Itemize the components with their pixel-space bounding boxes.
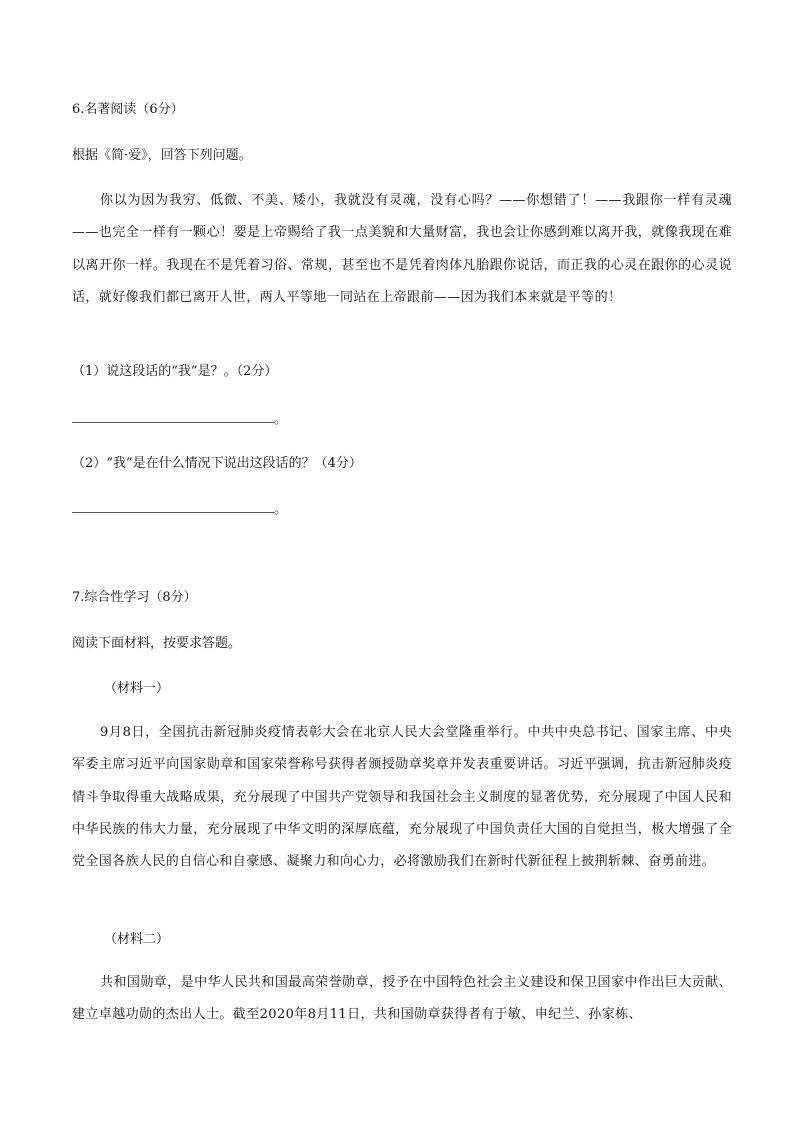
question-7-instruction: 阅读下面材料，按要求答题。 [72,636,242,651]
question-6-sub-1: （1）说这段话的“我”是？。（2分） [72,364,278,379]
question-6-instruction: 根据《简·爱》，回答下列问题。 [72,148,252,163]
material-1-label: （材料一） [104,681,170,696]
answer-blank-1[interactable] [72,412,287,428]
blank-end-mark: 。 [274,412,288,427]
blank-line [72,414,274,423]
jane-eyre-passage: 你以为因为我穷、低微、不美、矮小，我就没有灵魂，没有心吗？——你想错了！——我跟你一样有灵魂——也完全一样有一颗心！要是上帝赐给了我一点美貌和大量财富，我也会让你感到难以离开我，就像我现在难以离开你一样。我现在不是凭着习俗、常规，甚至也不是凭着肉体凡胎跟你说话，而正我的心灵在跟你的心灵说话，就好像我们都已离开人世，两人平等地一同站在上帝跟前——因为我们本来就是平等的！ [72,193,732,305]
material-2-label: （材料二） [104,932,170,947]
question-6-title: 6.名著阅读（6分） [72,102,184,117]
blank-line [72,504,274,513]
question-6-sub-2: （2）“我”是在什么情况下说出这段话的？（4分） [72,456,362,471]
blank-end-mark: 。 [274,502,288,517]
material-1-text: 9月8日，全国抗击新冠肺炎疫情表彰大会在北京人民大会堂隆重举行。中共中央总书记、国家主席、中央军委主席习近平向国家勋章和国家荣誉称号获得者颁授勋章奖章并发表重要讲话。习近平强调，抗击新冠肺炎疫情斗争取得重大战略成果，充分展现了中国共产党领导和我国社会主义制度的显著优势，充分展现了中国人民和中华民族的伟大力量，充分展现了中华文明的深厚底蕴，充分展现了中国负责任大国的自觉担当，极大增强了全党全国各族人民的自信心和自豪感、凝聚力和向心力，必将激励我们在新时代新征程上披荆斩棘、奋勇前进。 [72,725,732,870]
material-2-text: 共和国勋章，是中华人民共和国最高荣誉勋章，授予在中国特色社会主义建设和保卫国家中作出巨大贡献、建立卓越功勋的杰出人士。截至2020年8月11日，共和国勋章获得者有于敏、申纪兰、孙家栋、 [72,975,732,1023]
question-7-title: 7.综合性学习（8分） [72,590,197,605]
answer-blank-2[interactable] [72,502,287,518]
